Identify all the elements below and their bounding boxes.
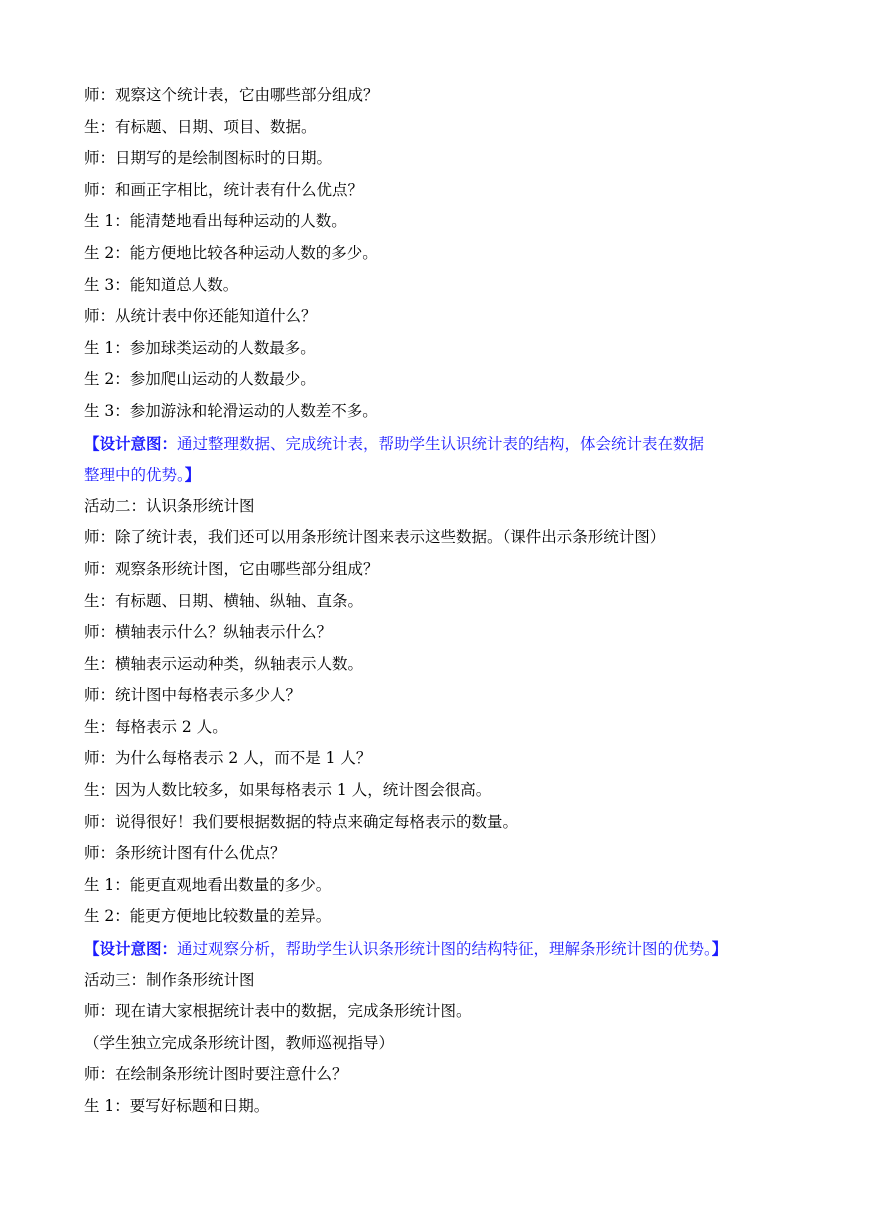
dialogue-line: 师：观察条形统计图，它由哪些部分组成？ [84,559,379,578]
dialogue-line: 师：统计图中每格表示多少人？ [84,686,302,705]
note-close-bracket: 】 [184,465,201,485]
dialogue-line: 师：现在请大家根据统计表中的数据，完成条形统计图。 [84,1002,472,1021]
note-text: 通过观察分析，帮助学生认识条形统计图的结构特征，理解条形统计图的优势。 [177,940,712,959]
dialogue-line: 生：有标题、日期、项目、数据。 [84,117,317,136]
note-text: 整理中的优势。 [84,466,185,485]
dialogue-line: 师：横轴表示什么？纵轴表示什么？ [84,623,333,642]
dialogue-line: 生 1：能清楚地看出每种运动的人数。 [84,212,347,231]
dialogue-line: 师：观察这个统计表，它由哪些部分组成？ [84,86,379,104]
dialogue-line: 师：条形统计图有什么优点？ [84,844,286,863]
design-intent-note [84,428,794,491]
dialogue-line: 生：因为人数比较多，如果每格表示 1 人，统计图会很高。 [84,781,492,800]
note-text: 通过整理数据、完成统计表，帮助学生认识统计表的结构，体会统计表在数据 [177,434,705,453]
dialogue-line: 师：说得很好！我们要根据数据的特点来确定每格表示的数量。 [84,812,519,831]
design-intent-note [84,933,794,965]
dialogue-line: 师：和画正字相比，统计表有什么优点？ [84,180,364,199]
note-open-bracket: 【 [84,433,100,453]
note-label: 设计意图： [99,939,178,959]
dialogue-line: 生 2：能方便地比较各种运动人数的多少。 [84,243,378,262]
note-close-bracket: 】 [711,939,728,959]
dialogue-line: 师：日期写的是绘制图标时的日期。 [84,149,333,168]
note-label: 设计意图： [99,433,178,453]
dialogue-line: 师：为什么每格表示 2 人，而不是 1 人？ [84,749,372,768]
dialogue-line: 生 3：参加游泳和轮滑运动的人数差不多。 [84,401,378,420]
dialogue-line: 生 3：能知道总人数。 [84,275,239,294]
dialogue-line: 生 2：能更方便地比较数量的差异。 [84,907,332,926]
section-heading: 活动二：认识条形统计图 [84,496,255,515]
stage-direction: （学生独立完成条形统计图，教师巡视指导） [84,1033,395,1052]
dialogue-line: 生 2：参加爬山运动的人数最少。 [84,370,316,389]
dialogue-line: 生：每格表示 2 人。 [84,717,228,736]
dialogue-line: 生 1：要写好标题和日期。 [84,1097,270,1115]
document-body [84,80,794,1123]
dialogue-line: 师：除了统计表，我们还可以用条形统计图来表示这些数据。（课件出示条形统计图） [84,528,666,547]
dialogue-line: 师：从统计表中你还能知道什么？ [84,307,317,326]
section-heading: 活动三：制作条形统计图 [84,970,255,989]
dialogue-line: 生：有标题、日期、横轴、纵轴、直条。 [84,591,364,610]
note-open-bracket: 【 [84,939,100,959]
dialogue-line: 生：横轴表示运动种类，纵轴表示人数。 [84,654,364,673]
dialogue-line: 生 1：参加球类运动的人数最多。 [84,338,316,357]
dialogue-line: 生 1：能更直观地看出数量的多少。 [84,875,332,894]
dialogue-line: 师：在绘制条形统计图时要注意什么？ [84,1065,348,1084]
